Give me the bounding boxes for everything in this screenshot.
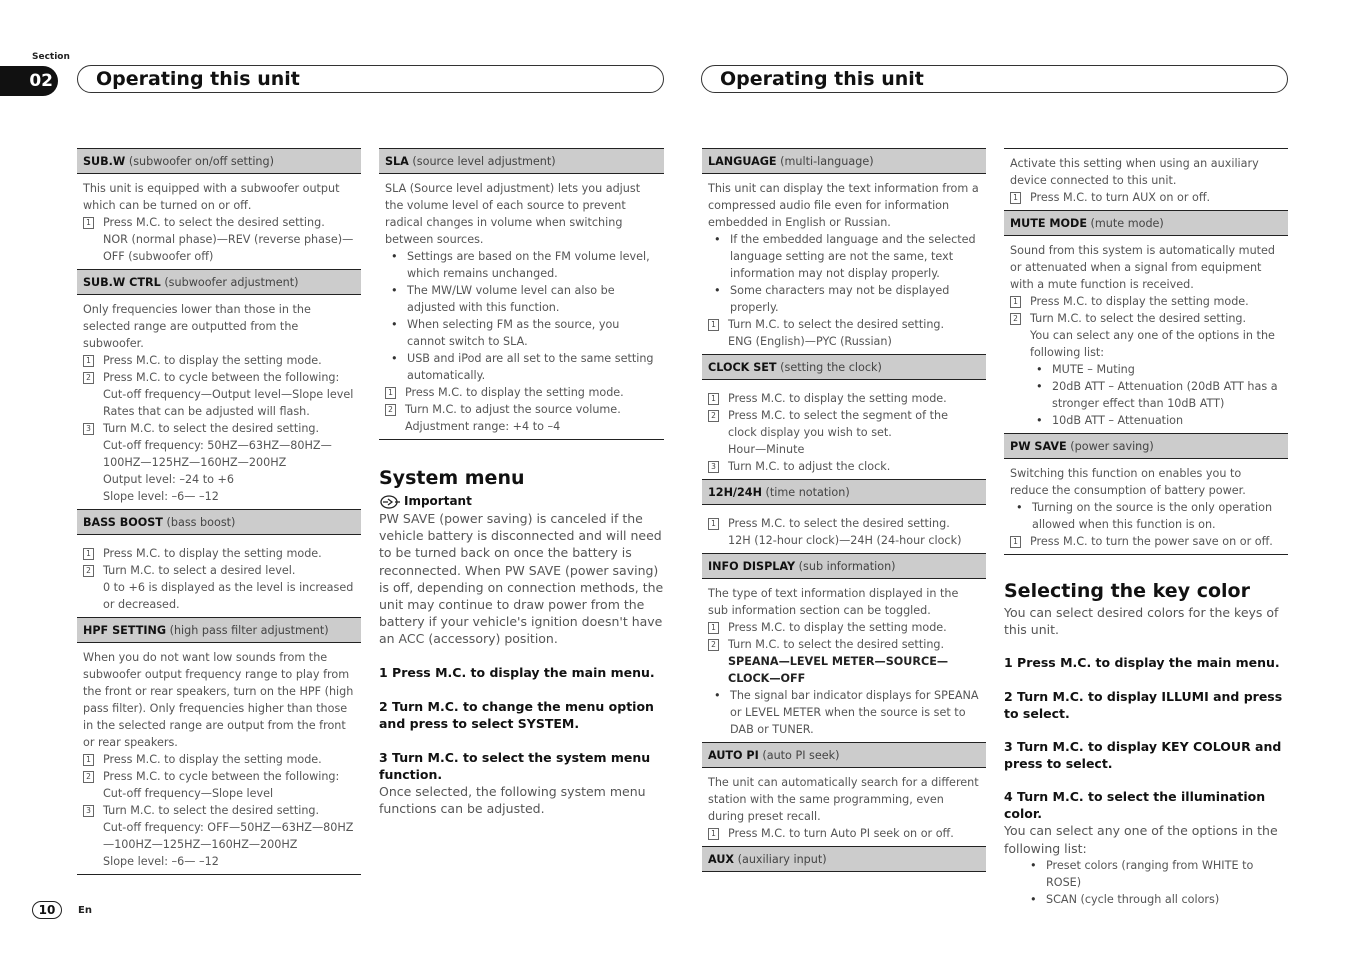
section-number-badge: 02 [0,66,58,96]
setting-body-pw-save: Switching this function on enables you to reduce the consumption of battery power. • Turning on the source is the only operation allowed when this function is on. 1 Press M.C. to turn the power save on or off. [1010,467,1273,548]
page-number: 10 [32,901,62,919]
system-menu-heading: System menu [379,467,525,489]
key-color-heading: Selecting the key color [1004,580,1250,602]
key-step-4-text: You can select any one of the options in the following list: [1004,823,1278,856]
setting-body-bass-boost: 1 Press M.C. to display the setting mode. 2 Turn M.C. to select a desired level. 0 to +6 is displayed as the level is increased or decreased. [77,535,361,617]
system-step-2: 2 Turn M.C. to change the menu option and press to select SYSTEM. [379,698,654,731]
key-step-2: 2 Turn M.C. to display ILLUMI and press to select. [1004,689,1283,722]
setting-header-auto-pi: AUTO PI (auto PI seek) [702,742,986,768]
column-2 [379,148,664,817]
important-note-label: Important [379,493,664,510]
setting-header-12h-24h: 12H/24H (time notation) [702,479,986,505]
key-step-1: 1 Press M.C. to display the main menu. [1004,655,1280,671]
setting-body-mute-mode: Sound from this system is automatically muted or attenuated when a signal from equipment with a mute function is received. 1 Press M.C. to display the setting mode. 2 Turn M.C. to select the desired setting. You can select any one of the options in the following list: • MUTE – Muting • 20dB ATT – Attenuation (20dB ATT has a stronger effect than 10dB ATT) • 10dB ATT – Attenuation [1010,244,1278,427]
setting-body-subw: This unit is equipped with a subwoofer output which can be turned on or off. 1 Press M.C. to select the desired setting. NOR (normal phase)—REV (reverse phase)—OFF (subwoofer off) [83,182,354,263]
system-step-1: 1 Press M.C. to display the main menu. [379,664,655,680]
key-option-preset: • Preset colors (ranging from WHITE to ROSE) [1030,858,1254,889]
setting-body-clock-set: 1 Press M.C. to display the setting mode. 2 Press M.C. to select the segment of the clock display you wish to set. Hour—Minute 3 Turn M.C. to adjust the clock. [702,380,986,479]
column-1-end-rule [77,874,361,875]
setting-header-aux: AUX (auxiliary input) [702,846,986,872]
setting-body-language: This unit can display the text information from a compressed audio file even for information embedded in English or Russian. • If the embedded language and the selected language setting are not the same, text information may not display properly. • Some characters may not be displayed properly. 1 Turn M.C. to select the desired setting. ENG (English)—PYC (Russian) [708,182,979,348]
column-3 [702,148,986,872]
column-1 [77,148,361,875]
setting-body-auto-pi: The unit can automatically search for a different station with the same programming, even during preset recall. 1 Press M.C. to turn Auto PI seek on or off. [708,776,979,840]
page-title-right: Operating this unit [701,65,1288,93]
setting-body-hpf: When you do not want low sounds from the subwoofer output frequency range to play from the front or rear speakers, turn on the HPF (high pass filter). Only frequencies higher than those in the selected range are output from the front or rear speakers. 1 Press M.C. to display the setting mode. 2 Press M.C. to cycle between the following: Cut-off frequency—Slope level 3 Turn M.C. to select the desired setting. Cut-off frequency: OFF—50HZ—63HZ—80HZ—100HZ—125HZ—160HZ—200HZ Slope level: –6— –12 [83,651,354,868]
setting-header-sla: SLA (source level adjustment) [379,148,664,174]
setting-header-bass-boost: BASS BOOST (bass boost) [77,509,361,535]
setting-header-hpf: HPF SETTING (high pass filter adjustment) [77,617,361,643]
setting-header-subw-ctrl: SUB.W CTRL (subwoofer adjustment) [77,269,361,295]
system-step-3-text: Once selected, the following system menu functions can be adjusted. [379,783,646,816]
key-color-intro: You can select desired colors for the keys of this unit. [1004,605,1279,638]
system-step-3: 3 Turn M.C. to select the system menu function. [379,749,651,782]
key-option-scan: • SCAN (cycle through all colors) [1030,892,1220,906]
setting-body-subw-ctrl: Only frequencies lower than those in the selected range are outputted from the subwoofer. 1 Press M.C. to display the setting mode. 2 Press M.C. to cycle between the following: Cut-off frequency—Output level—Slope level Rates that can be adjusted will flash. 3 Turn M.C. to select the desired setting. Cut-off frequency: 50HZ—63HZ—80HZ—100HZ—125HZ—160HZ—200HZ Output level: –24 to +6 Slope level: –6— –12 [83,303,354,503]
column-4 [1004,148,1288,908]
setting-body-aux: Activate this setting when using an auxiliary device connected to this unit. 1 Press M.C. to turn AUX on or off. [1010,157,1259,204]
setting-body-12h-24h: 1 Press M.C. to select the desired setting. 12H (12-hour clock)—24H (24-hour clock) [702,505,986,553]
important-icon [379,495,401,509]
page-title-left: Operating this unit [77,65,664,93]
system-menu-important-text: PW SAVE (power saving) is canceled if the vehicle battery is disconnected and will need to be turned back on once the battery is reconnected. When PW SAVE (power saving) is off, depending on connection methods, the unit may continue to draw power from the battery if your vehicle's ignition doesn't have an ACC (accessory) position. [379,511,664,647]
setting-header-info-display: INFO DISPLAY (sub information) [702,553,986,579]
setting-header-subw: SUB.W (subwoofer on/off setting) [77,148,361,174]
setting-body-sla: SLA (Source level adjustment) lets you adjust the volume level of each source to prevent radical changes in volume when switching between sources. • Settings are based on the FM volume level, which remains unchanged. • The MW/LW volume level can also be adjusted with this function. • When selecting FM as the source, you cannot switch to SLA. • USB and iPod are all set to the same setting automatically. 1 Press M.C. to display the setting mode. 2 Turn M.C. to adjust the source volume. Adjustment range: +4 to –4 [385,182,654,433]
setting-header-clock-set: CLOCK SET (setting the clock) [702,354,986,380]
page-language: En [78,905,92,916]
setting-header-language: LANGUAGE (multi-language) [702,148,986,174]
key-step-4: 4 Turn M.C. to select the illumination color. [1004,789,1266,822]
key-step-3: 3 Turn M.C. to display KEY COLOUR and press to select. [1004,739,1282,772]
setting-header-mute-mode: MUTE MODE (mute mode) [1004,210,1288,236]
setting-body-info-display: The type of text information displayed in the sub information section can be toggled. 1 Press M.C. to display the setting mode. 2 Turn M.C. to select the desired setting. SPEANA—LEVEL METER—SOURCE—CLOCK—OFF • The signal bar indicator displays for SPEANA or LEVEL METER when the source is set to DAB or TUNER. [708,587,979,736]
section-label: Section [32,52,70,62]
setting-header-pw-save: PW SAVE (power saving) [1004,433,1288,459]
